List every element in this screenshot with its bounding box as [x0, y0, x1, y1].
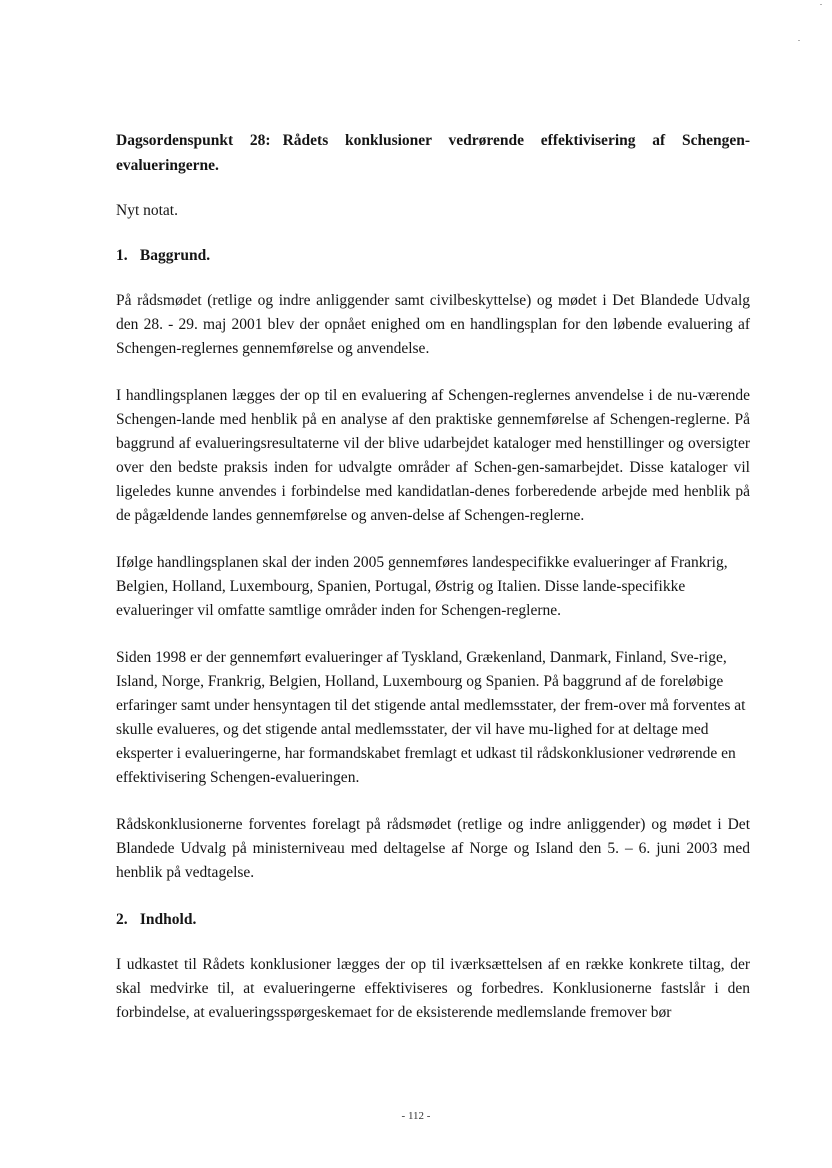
- agenda-heading: [116, 128, 750, 178]
- section-heading-baggrund: [116, 244, 750, 268]
- paragraph: Siden 1998 er der gennemført evalueringer af Tyskland, Grækenland, Danmark, Finland, Sve-rige, Island, Norge, Frankrig, Belgien, Holland, Luxembourg og Spanien. På baggrund af de foreløbige erfaringer samt under hensyntagen til det stigende antal medlemsstater, der frem-over må forventes at skulle evalueres, og det stigende antal medlemsstater, der vil have mu-lighed for at deltage med eksperter i evalueringerne, har formandskabet fremlagt et udkast til rådskonklusioner vedrørende en effektivisering Schengen-evalueringen.: [116, 649, 746, 786]
- document-note: Nyt notat.: [116, 202, 178, 219]
- paragraph: I udkastet til Rådets konklusioner lægges der op til iværksættelsen af en række konkrete tiltag, der skal medvirke til, at evalueringerne effektiviseres og forbedres. Konklusionerne fastslår i den forbindelse, at evalueringsspørgeskemaet for de eksisterende medlemslande fremover bør: [116, 956, 750, 1021]
- agenda-item-label: Dagsordenspunkt 28:: [116, 132, 271, 149]
- section-number: 1.: [116, 247, 128, 264]
- scan-speck: [798, 40, 800, 41]
- section-number: 2.: [116, 911, 128, 928]
- section-title: Indhold.: [139, 911, 197, 928]
- scan-speck: [820, 4, 822, 5]
- paragraph: I handlingsplanen lægges der op til en evaluering af Schengen-reglernes anvendelse i de nu-værende Schengen-lande med henblik på en analyse af den praktiske gennemførelse af Schengen-reglerne. På baggrund af evalueringsresultaterne vil der blive udarbejdet kataloger med henstillinger og oversigter over den bedste praksis inden for udvalgte områder af Schen-gen-samarbejdet. Disse kataloger vil ligeledes kunne anvendes i forbindelse med kandidatlan-denes forberedende arbejde med henblik på de pågældende landes gennemførelse og anven-delse af Schengen-reglerne.: [116, 387, 750, 524]
- page-number: - 112 -: [401, 1110, 431, 1122]
- agenda-item-title: Rådets konklusioner vedrørende effektivisering af Schengen-evalueringerne.: [116, 132, 751, 174]
- section-title: Baggrund.: [139, 247, 211, 264]
- document-page: [116, 128, 750, 1048]
- paragraph: På rådsmødet (retlige og indre anliggender samt civilbeskyttelse) og mødet i Det Blandede Udvalg den 28. - 29. maj 2001 blev der opnået enighed om en handlingsplan for den løbende evaluering af Schengen-reglernes gennemførelse og anvendelse.: [116, 292, 750, 357]
- paragraph: Ifølge handlingsplanen skal der inden 2005 gennemføres landespecifikke evalueringer af Frankrig, Belgien, Holland, Luxembourg, Spanien, Portugal, Østrig og Italien. Disse lande-specifikke evalueringer vil omfatte samtlige områder inden for Schengen-reglerne.: [116, 554, 728, 619]
- paragraph: Rådskonklusionerne forventes forelagt på rådsmødet (retlige og indre anliggender) og mødet i Det Blandede Udvalg på ministerniveau med deltagelse af Norge og Island den 5. – 6. juni 2003 med henblik på vedtagelse.: [116, 816, 750, 881]
- section-heading-indhold: [116, 908, 750, 932]
